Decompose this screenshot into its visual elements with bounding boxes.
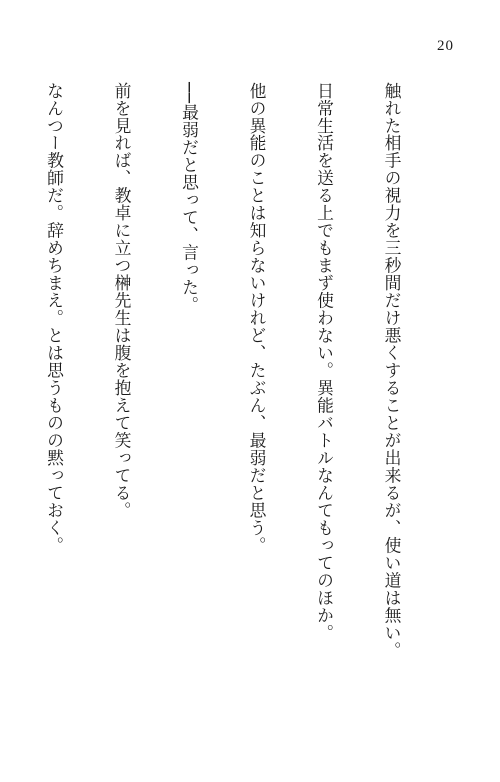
text-line: 日常生活を送る上でもまず使わない。異能バトルなんてもってのほか。 xyxy=(314,82,335,642)
body-text xyxy=(0,82,448,682)
text-line: なんつー教師だ。辞めちまえ。とは思うものの黙っておく。 xyxy=(44,82,65,555)
text-line: ──最弱だと思って、言った。 xyxy=(179,82,200,314)
text-line: 前を見れば、教卓に立つ榊先生は腹を抱えて笑ってる。 xyxy=(112,82,132,520)
text-line: 触れた相手の視力を三秒間だけ悪くすることが出来るが、使い道は無い。 xyxy=(382,82,402,660)
page-number: 20 xyxy=(437,38,454,54)
text-line: 他の異能のことは知らないけれど、たぶん、最弱だと思う。 xyxy=(247,82,267,555)
